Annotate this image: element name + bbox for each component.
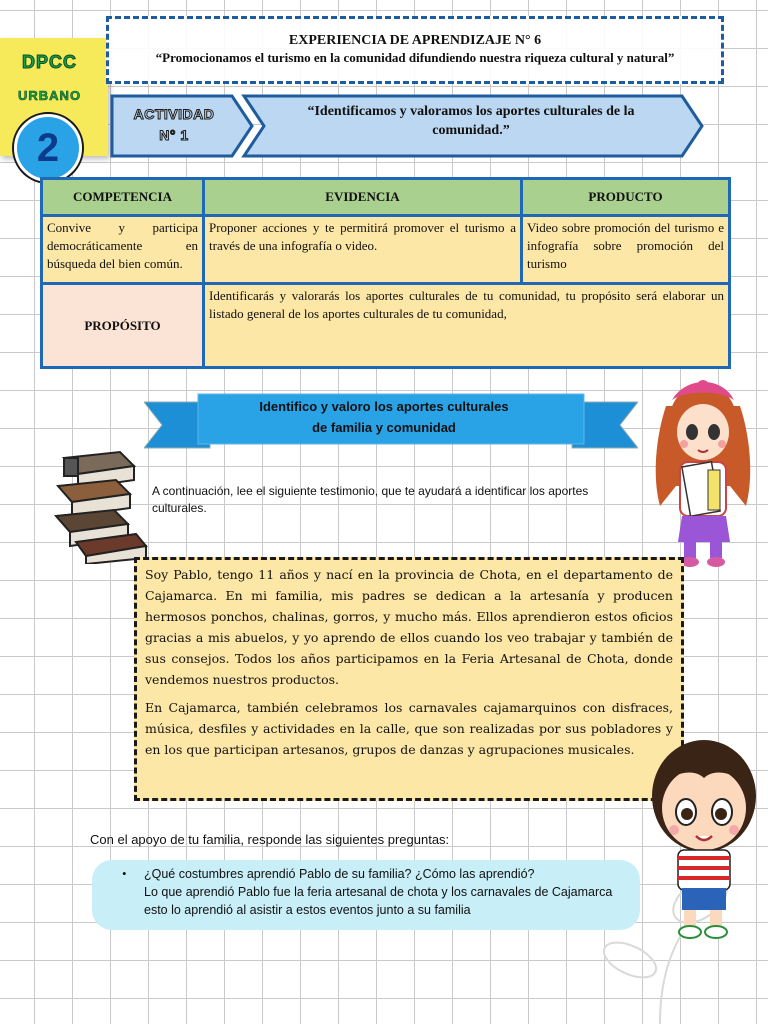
- header-evidencia: EVIDENCIA: [204, 179, 522, 216]
- testimony-paragraph-1: Soy Pablo, tengo 11 años y nací en la provincia de Chota, en el departamento de Cajamarca. En mi familia, mis padres se dedican a la artesanía y producen hermosos ponchos, chalinas, gorros, y mucho más. Ellos aprendieron estos oficios gracias a mis abuelos, y yo aprendo de ellos cuando los veo trabajar y también de sus consejos. Todos los años participamos en la Feria Artesanal de Chota, donde vendemos nuestros productos.: [145, 567, 673, 687]
- activity-label: [116, 104, 232, 146]
- question-item: [144, 865, 634, 919]
- cell-evidencia: Proponer acciones y te permitirá promover el turismo a través de una infografía o video.: [204, 216, 522, 284]
- testimony-box: [134, 557, 684, 801]
- question-text: ¿Qué costumbres aprendió Pablo de su familia? ¿Cómo las aprendió?: [144, 867, 535, 881]
- badge-number: 2: [14, 114, 82, 182]
- cell-competencia: Convive y participa democráticamente en búsqueda del bien común.: [42, 216, 204, 284]
- purpose-text: Identificarás y valorarás los aportes culturales de tu comunidad, tu propósito será elaborar un listado general de los aportes culturales de tu comunidad,: [204, 284, 730, 368]
- table-header-row: [42, 179, 730, 216]
- boy-illustration: [644, 732, 762, 942]
- instruction-text: Con el apoyo de tu familia, responde las siguientes preguntas:: [90, 832, 450, 847]
- page-subtitle: “Promocionamos el turismo en la comunidad difundiendo nuestra riqueza cultural y natural”: [155, 50, 675, 65]
- table-row: [42, 216, 730, 284]
- banner-line2: de familia y comunidad: [312, 420, 456, 435]
- cell-producto: Video sobre promoción del turismo e infografía sobre promoción del turismo: [522, 216, 730, 284]
- girl-illustration: [646, 366, 760, 572]
- header-competencia: COMPETENCIA: [42, 179, 204, 216]
- bullet-icon: •: [122, 866, 127, 881]
- badge-dpcc: DPCC: [22, 52, 78, 72]
- activity-title: “Identificamos y valoramos los aportes culturales de la comunidad.”: [307, 104, 635, 138]
- activity-label-line1: ACTIVIDAD: [133, 106, 215, 122]
- answer-text[interactable]: Lo que aprendió Pablo fue la feria artesanal de chota y los carnavales de Cajamarca esto lo aprendió al asistir a estos eventos junto a su familia: [144, 885, 613, 917]
- intro-text: A continuación, lee el siguiente testimonio, que te ayudará a identificar los aportes culturales.: [152, 484, 589, 515]
- banner-title: [214, 396, 554, 438]
- competency-table: [40, 177, 731, 369]
- badge-urbano: URBANO: [18, 88, 82, 103]
- purpose-row: [42, 284, 730, 368]
- purpose-label: PROPÓSITO: [42, 284, 204, 368]
- header-producto: PRODUCTO: [522, 179, 730, 216]
- activity-label-line2: N° 1: [159, 127, 189, 143]
- title-box: [106, 16, 724, 84]
- books-illustration: [50, 446, 150, 564]
- banner-line1: Identifico y valoro los aportes culturales: [259, 399, 509, 414]
- page-title: EXPERIENCIA DE APRENDIZAJE N° 6: [288, 33, 542, 48]
- testimony-paragraph-2: En Cajamarca, también celebramos los carnavales cajamarquinos con disfraces, música, desfiles y actividades en la calle, que son realizadas por sus pobladores y en los que participan artesanos, grupos de danzas y agrupaciones musicales.: [145, 700, 673, 757]
